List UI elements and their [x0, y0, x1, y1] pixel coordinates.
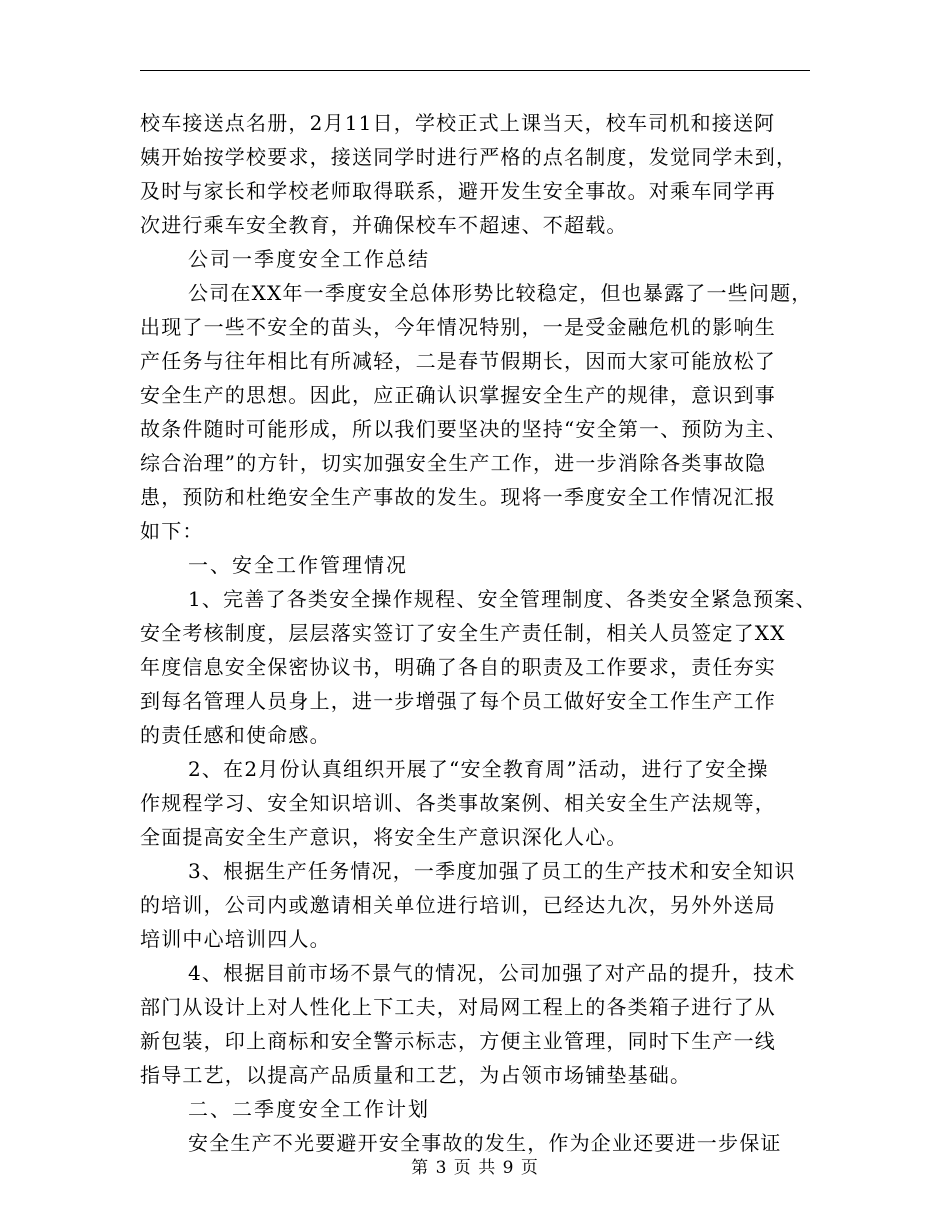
text-line: 部门从设计上对人性化上下工夫，对局网工程上的各类箱子进行了从 [140, 995, 776, 1019]
text-line: 4、根据目前市场不景气的情况，公司加强了对产品的提升，技术 [188, 961, 796, 985]
text-line: 综合治理”的方针，切实加强安全生产工作，进一步消除各类事故隐 [140, 451, 767, 475]
text-line: 患，预防和杜绝安全生产事故的发生。现将一季度安全工作情况汇报 [140, 485, 776, 509]
text-line: 次进行乘车安全教育，并确保校车不超速、不超载。 [140, 213, 628, 237]
text-line: 安全生产的思想。因此，应正确认识掌握安全生产的规律，意识到事 [140, 383, 776, 407]
text-line: 新包装，印上商标和安全警示标志，方便主业管理，同时下生产一线 [140, 1029, 776, 1053]
text-line: 安全生产不光要避开安全事故的发生，作为企业还要进一步保证 [188, 1131, 782, 1155]
text-line: 的培训，公司内或邀请相关单位进行培训，已经达九次，另外外送局 [140, 893, 776, 917]
text-line: 产任务与往年相比有所减轻，二是春节假期长，因而大家可能放松了 [140, 349, 776, 373]
text-line: 的责任感和使命感。 [140, 723, 331, 747]
text-line: 指导工艺，以提高产品质量和工艺，为占领市场铺垫基础。 [140, 1063, 692, 1087]
header-rule [140, 70, 810, 71]
text-line: 3、根据生产任务情况，一季度加强了员工的生产技术和安全知识 [188, 859, 796, 883]
text-line: 到每名管理人员身上，进一步增强了每个员工做好安全工作生产工作 [140, 689, 776, 713]
text-line: 出现了一些不安全的苗头，今年情况特别，一是受金融危机的影响生 [140, 315, 776, 339]
section-title: 公司一季度安全工作总结 [188, 247, 430, 271]
page-number-footer: 第 3 页 共 9 页 [411, 1158, 539, 1178]
text-line: 校车接送点名册，2月11日，学校正式上课当天，校车司机和接送阿 [140, 111, 776, 135]
text-line: 故条件随时可能形成，所以我们要坚决的坚持“安全第一、预防为主、 [140, 417, 788, 441]
text-line: 公司在XX年一季度安全总体形势比较稳定，但也暴露了一些问题， [188, 281, 813, 305]
section-heading: 二、二季度安全工作计划 [188, 1097, 430, 1121]
text-line: 1、完善了各类安全操作规程、安全管理制度、各类安全紧急预案、 [188, 587, 817, 611]
text-line: 作规程学习、安全知识培训、各类事故案例、相关安全生产法规等， [140, 791, 776, 815]
section-heading: 一、安全工作管理情况 [188, 553, 408, 577]
text-line: 年度信息安全保密协议书，明确了各自的职责及工作要求，责任夯实 [140, 655, 776, 679]
text-line: 安全考核制度，层层落实签订了安全生产责任制，相关人员签定了XX [140, 621, 786, 645]
text-line: 2、在2月份认真组织开展了“安全教育周”活动，进行了安全操 [188, 757, 769, 781]
text-line: 培训中心培训四人。 [140, 927, 331, 951]
text-line: 及时与家长和学校老师取得联系，避开发生安全事故。对乘车同学再 [140, 179, 776, 203]
text-line: 如下： [140, 519, 204, 543]
text-line: 全面提高安全生产意识，将安全生产意识深化人心。 [140, 825, 628, 849]
text-line: 姨开始按学校要求，接送同学时进行严格的点名制度，发觉同学未到， [140, 145, 798, 169]
